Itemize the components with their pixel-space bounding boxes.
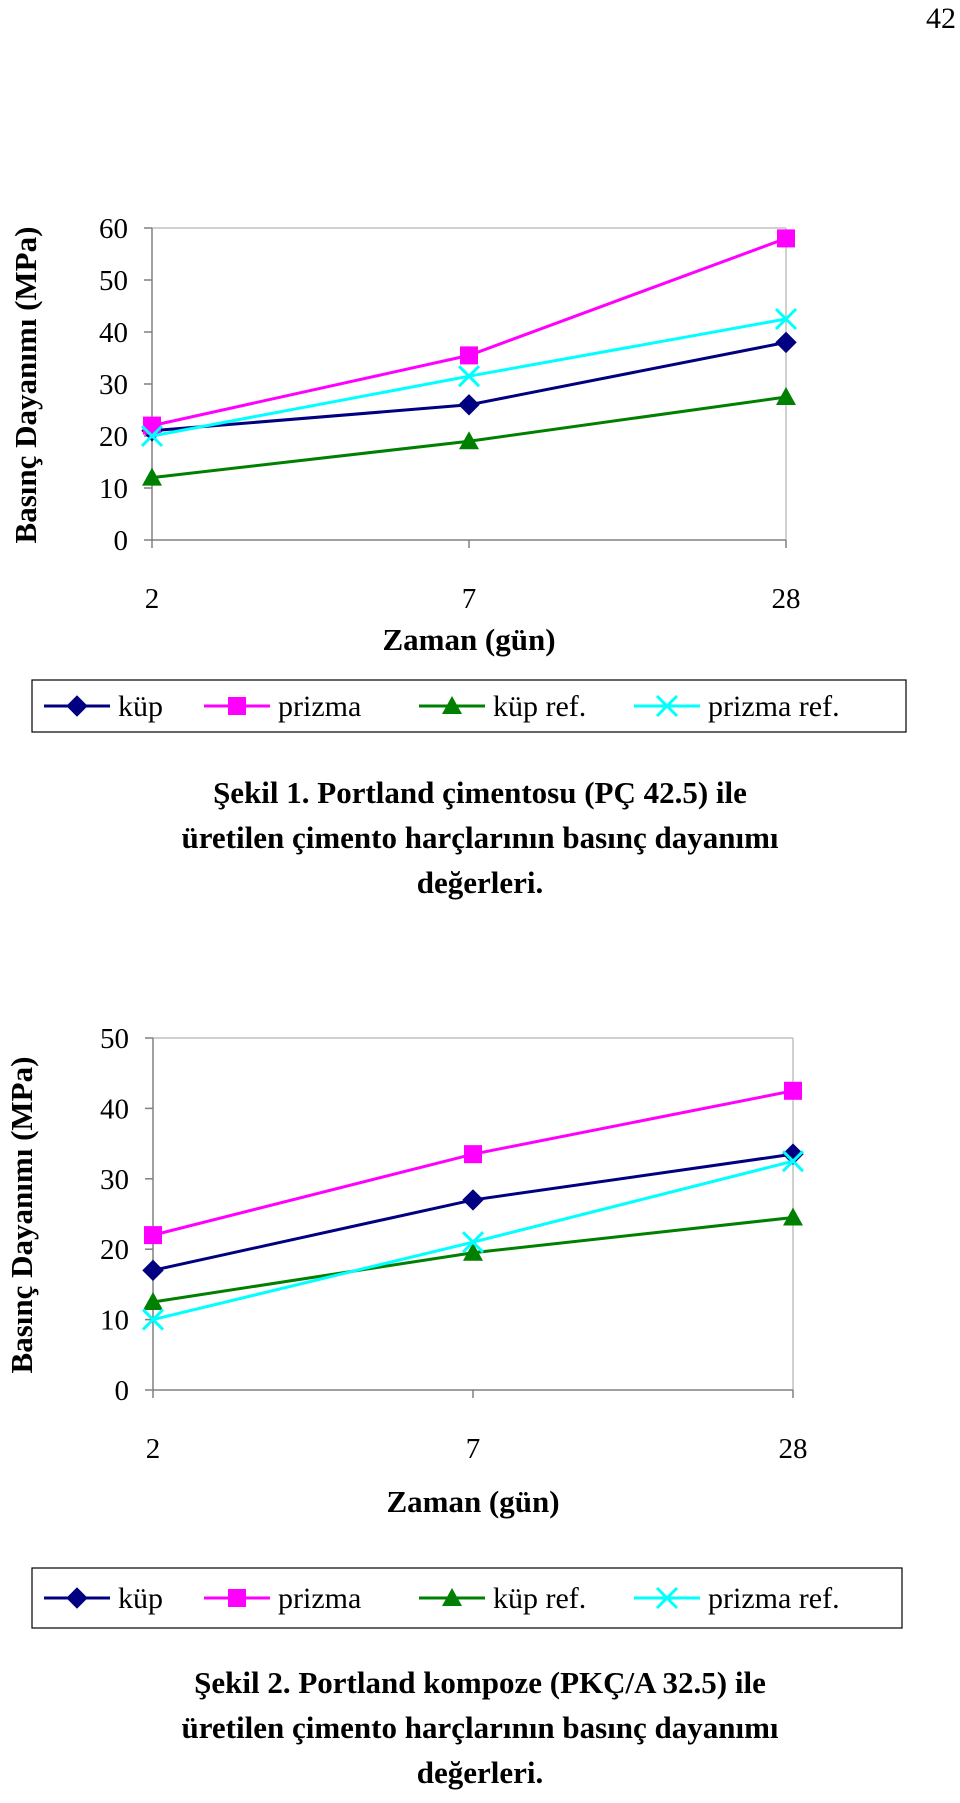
legend-label: prizma ref. (708, 1582, 840, 1615)
legend (32, 680, 906, 732)
diamond-marker (776, 332, 796, 352)
square-marker (464, 1145, 482, 1163)
y-tick-label: 10 (100, 1304, 129, 1337)
y-tick-label: 0 (114, 1375, 129, 1407)
square-marker (228, 697, 246, 715)
x-tick-label: 7 (461, 583, 477, 615)
x-axis-title: Zaman (gün) (382, 622, 556, 657)
x-axis-title: Zaman (gün) (386, 1484, 560, 1519)
legend-label: prizma (278, 1582, 362, 1615)
y-tick-label: 50 (100, 1023, 129, 1055)
figure-1-caption (0, 770, 960, 905)
x-tick-label: 2 (144, 583, 160, 615)
legend-label: prizma ref. (708, 690, 840, 723)
x-tick-label: 7 (465, 1433, 481, 1465)
series-triangle (143, 1208, 803, 1310)
square-marker (144, 1226, 162, 1244)
caption-line: değerleri. (416, 865, 544, 900)
caption-line: üretilen çimento harçlarının basınç dayanımı (181, 1710, 779, 1745)
y-tick-label: 0 (113, 525, 128, 557)
legend-label: prizma (278, 690, 362, 723)
legend-label: küp ref. (493, 690, 587, 723)
y-axis-title: Basınç Dayanımı (MPa) (8, 226, 43, 544)
y-tick-label: 30 (99, 369, 128, 401)
caption-line: Şekil 1. Portland çimentosu (PÇ 42.5) ile (213, 775, 747, 810)
series-x (143, 1151, 803, 1329)
figure-2-caption (0, 1660, 960, 1795)
series-x (142, 309, 796, 446)
chart-1 (0, 190, 960, 750)
square-marker (777, 229, 795, 247)
y-tick-label: 20 (100, 1234, 129, 1267)
caption-line: üretilen çimento harçlarının basınç dayanımı (181, 820, 779, 855)
y-tick-label: 40 (99, 317, 128, 349)
chart-2 (0, 1000, 960, 1640)
y-tick-label: 60 (99, 213, 128, 245)
square-marker (143, 417, 161, 435)
diamond-marker (463, 1190, 483, 1210)
caption-line: Şekil 2. Portland kompoze (PKÇ/A 32.5) ile (194, 1665, 766, 1700)
legend-label: küp ref. (493, 1582, 587, 1615)
series-square (144, 1082, 802, 1244)
square-marker (460, 346, 478, 364)
caption-line: değerleri. (416, 1755, 544, 1790)
square-marker (784, 1082, 802, 1100)
page-number: 42 (926, 2, 956, 35)
legend (32, 1568, 902, 1628)
y-axis-title: Basınç Dayanımı (MPa) (4, 1056, 39, 1374)
x-tick-label: 2 (145, 1433, 161, 1465)
x-tick-label: 28 (771, 583, 801, 615)
y-tick-label: 30 (100, 1163, 129, 1196)
y-tick-label: 20 (99, 421, 128, 453)
triangle-marker (776, 387, 796, 405)
triangle-marker (783, 1208, 803, 1226)
diamond-marker (143, 1260, 163, 1280)
y-tick-label: 50 (99, 265, 128, 297)
square-marker (228, 1589, 246, 1607)
y-tick-label: 10 (99, 473, 128, 505)
legend-label: küp (118, 1582, 163, 1615)
diamond-marker (459, 395, 479, 415)
x-tick-label: 28 (778, 1433, 808, 1465)
legend-label: küp (118, 690, 163, 723)
y-tick-label: 40 (100, 1093, 129, 1126)
